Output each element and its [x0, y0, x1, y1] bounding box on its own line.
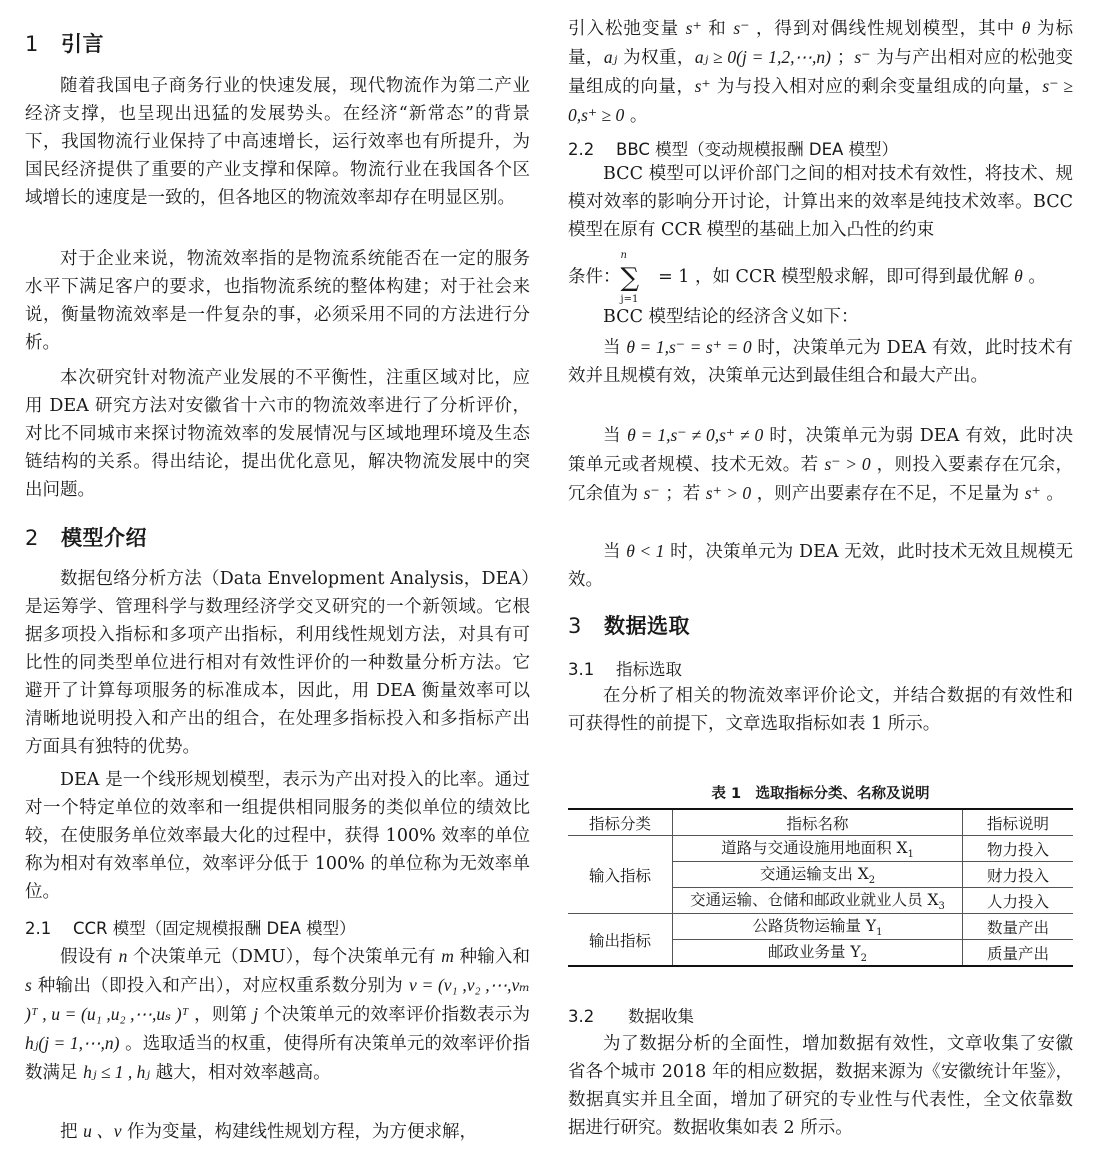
text: 作为变量，构建线性规划方程，为方便求解， [121, 1122, 478, 1142]
text: 。选取适当的权重，使得所有决策单元的效率评价指数满足 [25, 1034, 530, 1083]
paragraph: 对于企业来说，物流效率指的是物流系统能否在一定的服务水平下满足客户的要求，也指物流系统的整体构建；对于社会来说，衡量物流效率是一件复杂的事，必须采用不同的方法进行分析。 [25, 249, 530, 353]
subscript: 1 [876, 927, 883, 939]
subsection-heading-3-2 [568, 1003, 694, 1027]
math-expr: s⁺ > 0 [705, 483, 752, 503]
math-expr: s⁻ > 0 [824, 454, 871, 474]
text: ；若 [659, 484, 706, 504]
text: ； [830, 48, 855, 68]
section-heading-3 [568, 610, 690, 640]
subsection-number: 2.2 [568, 140, 595, 159]
desc-cell: 人力投入 [963, 888, 1074, 914]
paragraph: 随着我国电子商务行业的快速发展，现代物流作为第二产业经济支撑，也呈现出迅猛的发展势头。在经济“新常态”的背景下，我国物流行业保持了中高速增长，运行效率也有所提升，为国民经济提供了重要的产业支撑和保障。物流行业在我国各个区域增长的速度是一致的，但各地区的物流效率却存在明显区别。 [25, 76, 530, 208]
text: ，则产出要素存在不足，不足量为 [751, 484, 1025, 504]
text: 。 [624, 106, 648, 126]
paragraph: DEA 是一个线形规划模型，表示为产出对投入的比率。通过对一个特定单位的效率和一组提供相同服务的类似单位的绩效比较，在使服务单位效率最大化的过程中，获得 100% 效率的单位称为相对有效率单位，效率评分低于 100% 的单位称为无效率单位。 [25, 770, 530, 902]
text: 个决策单元（DMU），每个决策单元有 [127, 947, 442, 967]
text: 把 [60, 1122, 84, 1142]
table-row [568, 836, 1073, 862]
math-expr: u 、v [83, 1121, 122, 1141]
text: ，得到对偶线性规划模型，其中 [749, 19, 1022, 39]
section-heading-2 [25, 522, 147, 552]
text: 当 [603, 542, 627, 562]
indicator-name: 邮政业务量 Y [767, 943, 861, 962]
subsection-title: 数据收集 [628, 1007, 694, 1026]
text: ，则投入要素存在冗余，冗余值为 [568, 455, 1074, 504]
indicator-name: 道路与交通设施用地面积 X [721, 839, 908, 858]
math-var: s⁺ [1024, 483, 1041, 503]
text: 为与投入相对应的剩余变量组成的向量， [710, 77, 1043, 97]
math-var: j [253, 1004, 259, 1024]
text: 为权重， [617, 48, 695, 68]
paragraph: 为了数据分析的全面性，增加数据有效性，文章收集了安徽省各个城市 2018 年的相应数据，数据来源为《安徽统计年鉴》，数据真实并且全面，增加了研究的专业性与代表性，全文依靠数据进行研究。数据收集如表 2 所示。 [568, 1034, 1073, 1138]
indicator-name: 交通运输支出 X [759, 865, 869, 884]
math-expr: hⱼ ≤ 1 , hⱼ [83, 1062, 151, 1082]
subscript: 2 [868, 875, 876, 887]
math-expr: hⱼ(j = 1,⋯,n) [25, 1033, 120, 1053]
paragraph: BCC 模型可以评价部门之间的相对技术有效性，将技术、规模对效率的影响分开讨论，计算出来的效率是纯技术效率。BCC 模型在原有 CCR 模型的基础上加入凸性的约束 [568, 164, 1073, 240]
sum-upper-limit: n [620, 249, 627, 261]
desc-cell: 物力投入 [963, 836, 1074, 862]
text: 为与产出相对应的松弛变量组成的向量， [568, 48, 1074, 97]
table-header-cell: 指标分类 [568, 809, 673, 836]
text: 假设有 [60, 947, 119, 967]
subsection-title: 指标选取 [616, 660, 682, 679]
paragraph [25, 1117, 530, 1146]
section-title: 引言 [61, 32, 104, 56]
paragraph [568, 333, 1073, 390]
text: 时，决策单元为 DEA 有效，此时技术有效并且规模有效，决策单元达到最佳组合和最大产出。 [568, 338, 1073, 386]
indicator-name: 交通运输、仓储和邮政业就业人员 X [690, 891, 939, 910]
desc-cell: 财力投入 [963, 862, 1074, 888]
section-number: 1 [25, 32, 39, 56]
math-var: θ [1021, 18, 1031, 38]
subsection-title: CCR 模型（固定规模报酬 DEA 模型） [73, 919, 356, 938]
name-cell [673, 862, 963, 888]
paragraph: 数据包络分析方法（Data Envelopment Analysis，DEA）是运筹学、管理科学与数理经济学交叉研究的一个新领域。它根据多项投入指标和多项产出指标，利用线性规划方法，对具有可比性的同类型单位进行相对有效性评价的一种数量分析方法。它避开了计算每项服务的标准成本，因此，用 DEA 衡量效率可以清晰地说明投入和产出的组合，在处理多指标投入和多指标产出方面具有独特的优势。 [25, 569, 530, 757]
math-var: aⱼ [603, 47, 618, 67]
section-number: 3 [568, 614, 582, 638]
math-expr: v = (v₁ ,v₂ ,⋯,vₘ )ᵀ , u = (u₁ ,u₂ ,⋯,uₛ )ᵀ [25, 975, 531, 1024]
subsection-title: BBC 模型（变动规模报酬 DEA 模型） [616, 140, 899, 159]
sum-lower-limit: j=1 [620, 293, 639, 305]
section-heading-1 [25, 28, 104, 58]
text: 种输出（即投入和产出），对应权重系数分别为 [31, 976, 409, 996]
text: 条件： [568, 267, 621, 287]
text: 时，决策单元为弱 DEA 有效，此时决策单元或者规模、技术无效。若 [568, 426, 1073, 475]
text: 越大，相对效率越高。 [150, 1063, 331, 1083]
text: 引入松弛变量 [568, 19, 686, 39]
math-var: s [25, 975, 32, 995]
paragraph: 在分析了相关的物流效率评价论文，并结合数据的有效性和可获得性的前提下，文章选取指标如表 1 所示。 [568, 686, 1073, 734]
subscript: 3 [938, 901, 945, 913]
math-expr: aⱼ ≥ 0(j = 1,2,⋯,n) [694, 47, 831, 67]
math-var: s⁻ [733, 18, 750, 38]
math-var: s⁻ [854, 47, 871, 67]
text: 当 [603, 338, 627, 358]
indicator-name: 公路货物运输量 Y [752, 917, 877, 936]
paragraph [25, 942, 530, 1087]
math-var: n [118, 946, 128, 966]
name-cell [673, 836, 963, 862]
subsection-number: 3.1 [568, 660, 595, 679]
desc-cell: 质量产出 [963, 940, 1074, 967]
text: ，则第 [188, 1005, 254, 1025]
category-cell: 输入指标 [568, 836, 673, 914]
subsection-number: 2.1 [25, 919, 52, 938]
subsection-heading-3-1 [568, 656, 682, 680]
math-var: m [441, 946, 454, 966]
paragraph [568, 421, 1073, 508]
sum-sign: ∑ [620, 262, 640, 293]
text: 时，决策单元为 DEA 无效，此时技术无效且规模无效。 [568, 542, 1074, 590]
math-expr: θ = 1,s⁻ ≠ 0,s⁺ ≠ 0 [627, 425, 764, 445]
text: 为标量， [568, 19, 1073, 68]
subscript: 1 [907, 849, 914, 861]
section-number: 2 [25, 526, 39, 550]
paragraph [568, 537, 1073, 594]
table-header-cell: 指标说明 [963, 809, 1074, 836]
name-cell [673, 940, 963, 967]
indicator-table [568, 808, 1073, 967]
text: 。 [1040, 484, 1064, 504]
summation-symbol [620, 249, 653, 305]
table-header-row [568, 809, 1073, 836]
subsection-heading-2-1 [25, 915, 356, 939]
table-header-cell: 指标名称 [673, 809, 963, 836]
paragraph [568, 14, 1073, 130]
table-caption: 表 1 选取指标分类、名称及说明 [711, 786, 930, 802]
text: 和 [701, 19, 734, 39]
name-cell [673, 914, 963, 940]
section-title: 模型介绍 [61, 526, 147, 550]
subsection-number: 3.2 [568, 1007, 595, 1026]
math-var: s⁺ [685, 18, 702, 38]
text: = 1 ，如 CCR 模型般求解，即可得到最优解 [652, 267, 1015, 287]
math-var: s⁻ [643, 483, 660, 503]
subsection-heading-2-2 [568, 136, 898, 160]
desc-cell: 数量产出 [963, 914, 1074, 940]
category-cell: 输出指标 [568, 914, 673, 967]
paragraph [568, 249, 1073, 305]
math-var: s⁺ [694, 76, 711, 96]
section-title: 数据选取 [604, 614, 690, 638]
paragraph: BCC 模型结论的经济含义如下： [603, 307, 859, 327]
table-row [568, 914, 1073, 940]
math-expr: θ < 1 [626, 541, 665, 561]
text: 。 [1022, 267, 1046, 287]
subscript: 2 [860, 953, 868, 965]
text: 种输入和 [453, 947, 530, 967]
text: 当 [603, 426, 628, 446]
math-expr: θ = 1,s⁻ = s⁺ = 0 [626, 337, 752, 357]
math-expr: s⁻ ≥ 0,s⁺ ≥ 0 [568, 76, 1074, 125]
paragraph: 本次研究针对物流产业发展的不平衡性，注重区域对比，应用 DEA 研究方法对安徽省十六市的物流效率进行了分析评价，对比不同城市来探讨物流效率的发展情况与区域地理环境及生态链结构的关系。得出结论，提出优化意见，解决物流发展中的突出问题。 [25, 368, 530, 500]
math-var: θ [1014, 266, 1023, 286]
name-cell [673, 888, 963, 914]
text: 个决策单元的效率评价指数表示为 [258, 1005, 531, 1025]
